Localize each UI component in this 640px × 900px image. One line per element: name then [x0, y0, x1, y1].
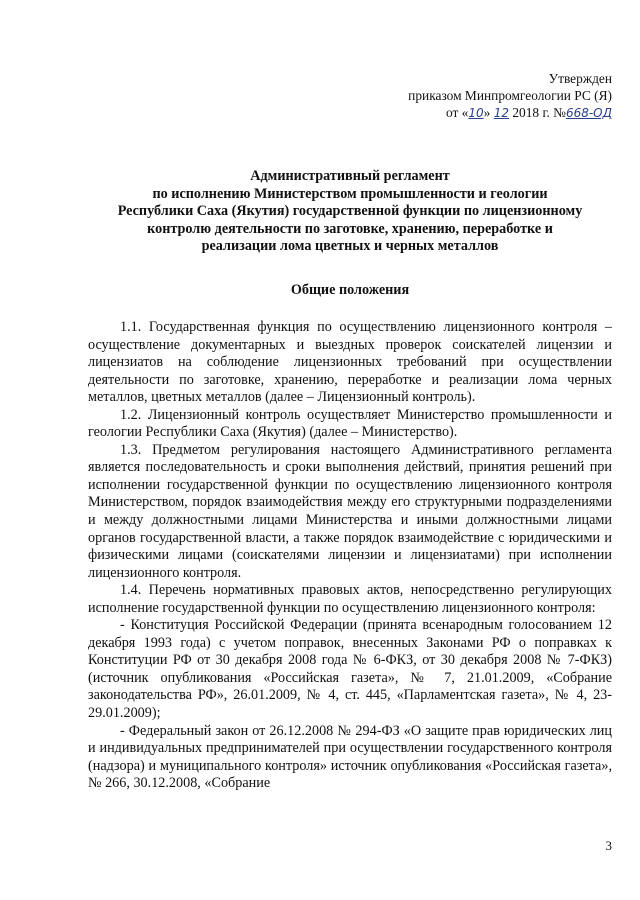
title-line-3: Республики Саха (Якутия) государственной функции по лицензионному	[117, 203, 583, 220]
approval-day-handwritten: 10	[468, 106, 484, 120]
approval-month-handwritten: 12	[493, 106, 509, 120]
approval-date-mid: »	[483, 105, 494, 120]
document-body	[88, 319, 612, 793]
page-number: 3	[605, 838, 612, 853]
title-line-4: контролю деятельности по заготовке, хранению, переработке и	[147, 220, 553, 237]
section-title: Общие положения	[290, 281, 410, 298]
title-line-1: Административный регламент	[250, 168, 450, 184]
approval-number-handwritten: 668-ОД	[565, 106, 612, 120]
approval-line-approved: Утвержден	[548, 71, 612, 86]
paragraph-1-2: 1.2. Лицензионный контроль осуществляет Министерство промышленности и геологии Республики Саха (Якутия) (далее – Министерство).	[88, 406, 612, 441]
list-item-federal-law: - Федеральный закон от 26.12.2008 № 294-ФЗ «О защите прав юридических лиц и индивидуальных предпринимателей при осуществлении государственного контроля (надзора) и муниципального контроля» источник опубликования «Российская газета», № 266, 30.12.2008, «Собрание	[88, 722, 612, 792]
list-item-constitution: - Конституция Российской Федерации (принята всенародным голосованием 12 декабря 1993 года) с учетом поправок, внесенных Законами РФ о поправках к Конституции РФ от 30 декабря 2008 года № 6-ФКЗ, от 30 декабря 2008 № 7-ФКЗ) (источник опубликования «Российская газета», № 7, 21.01.2009, «Собрание законодательства РФ», 26.01.2009, № 4, ст. 445, «Парламентская газета», № 4, 23-29.01.2009);	[88, 617, 612, 721]
paragraph-1-1: 1.1. Государственная функция по осуществлению лицензионного контроля – осуществление документарных и выездных проверок соискателей лицензии и лицензиатов на соблюдение лицензионных требований при осуществлении деятельности по заготовке, хранению, переработке и реализации лома черных металлов, цветных металлов (далее – Лицензионный контроль).	[88, 318, 612, 406]
approval-line-order: приказом Минпромгеологии РС (Я)	[408, 88, 612, 103]
document-title	[88, 168, 612, 256]
paragraph-1-3: 1.3. Предметом регулирования настоящего Административного регламента является последовательность и сроки выполнения действий, принятия решений при исполнении государственной функции по осуществлению лицензионного контроля Министерством, порядок взаимодействия между его структурными подразделениями и между должностными лицами Министерства и иными должностными лицами органов государственной власти, а также порядок взаимодействие с юридическими и физическими лицами (соискателями лицензии и лицензиатами) при исполнении лицензионного контроля.	[88, 441, 612, 581]
approval-stamp	[88, 70, 612, 122]
approval-year: 2018 г. №	[509, 105, 566, 120]
title-line-2: по исполнению Министерством промышленности и геологии	[152, 185, 548, 202]
approval-line-date	[88, 104, 612, 122]
title-line-5: реализации лома цветных и черных металлов	[201, 238, 499, 255]
approval-date-prefix: от «	[445, 105, 469, 120]
paragraph-1-4: 1.4. Перечень нормативных правовых актов, непосредственно регулирующих исполнение государственной функции по осуществлению лицензионного контроля:	[88, 582, 612, 616]
